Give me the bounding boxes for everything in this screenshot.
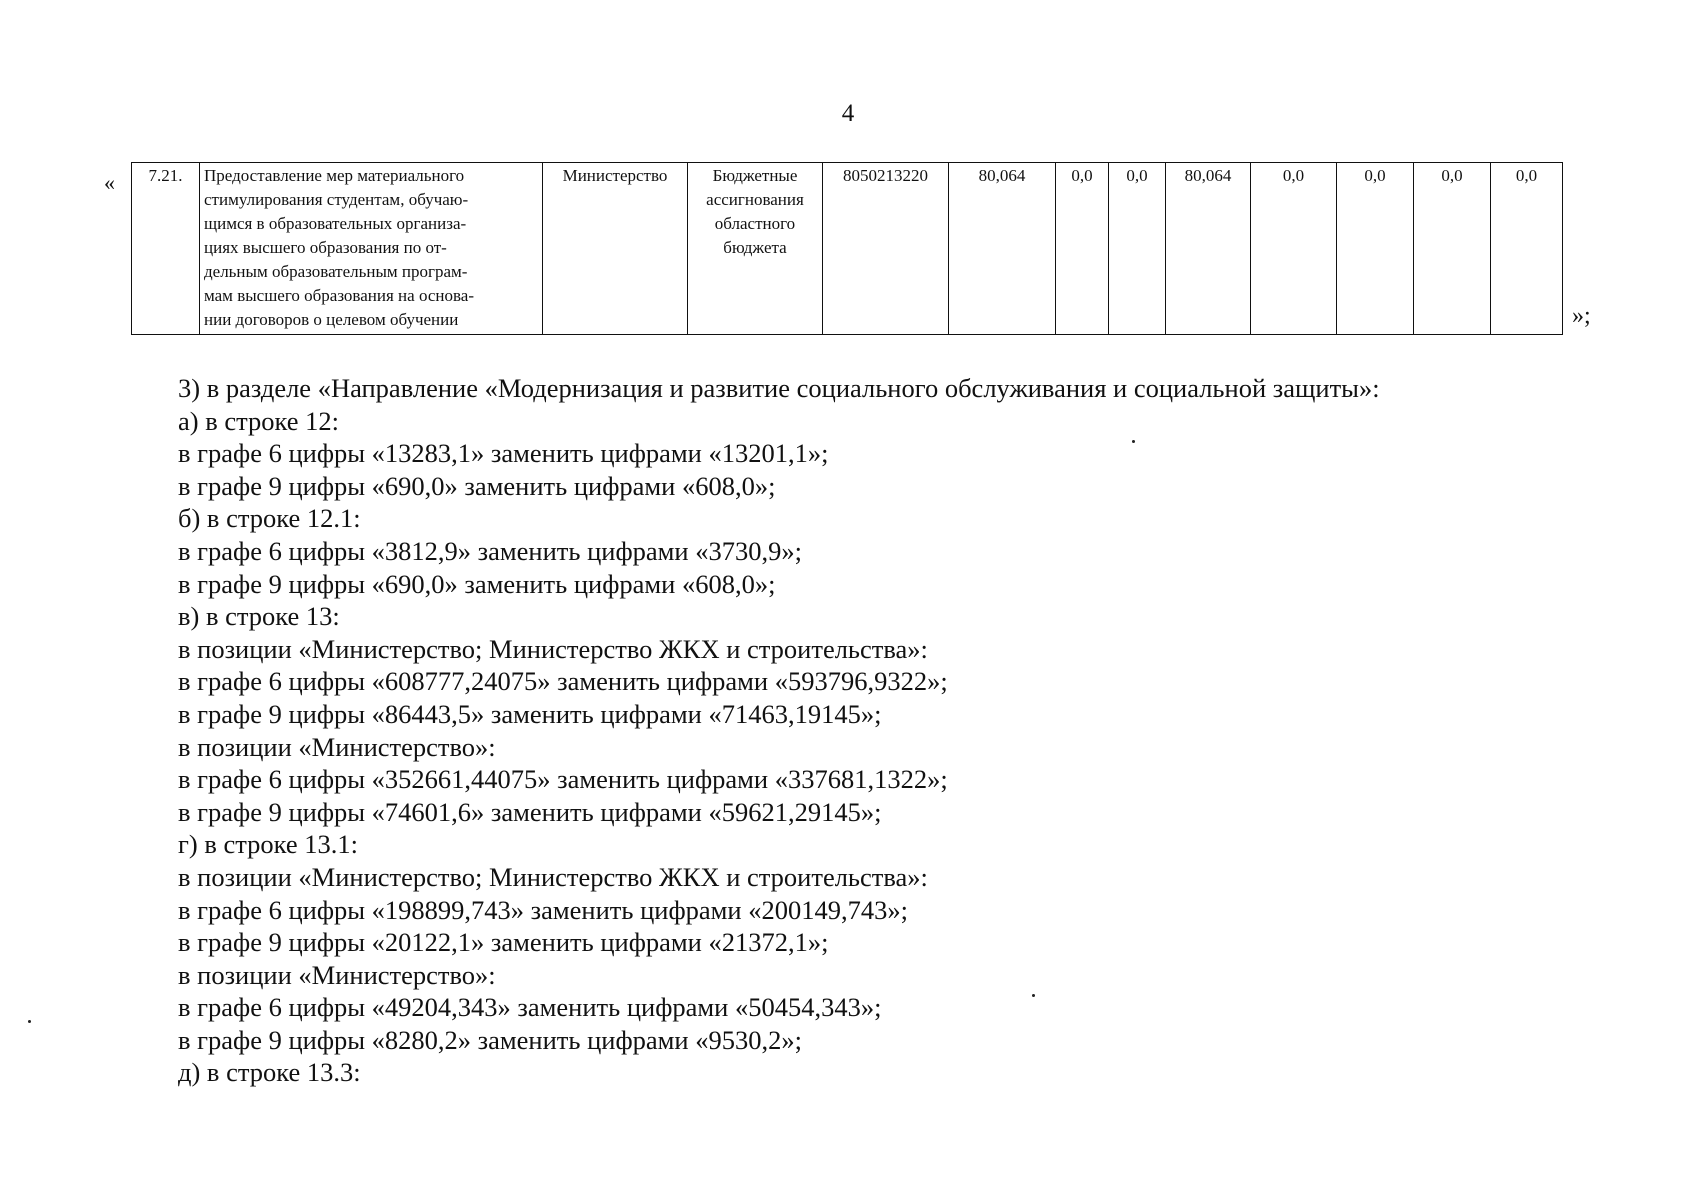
funding-source-line: областного (714, 214, 796, 233)
paragraph-line: в графе 9 цифры «20122,1» заменить цифрами «21372,1»; (178, 927, 829, 958)
paragraph-line: 3) в разделе «Направление «Модернизация и развитие социального обслуживания и социальной защиты»: (178, 373, 1380, 403)
paragraph-line: в позиции «Министерство»: (178, 731, 496, 762)
measure-name-line: дельным образовательным програм- (204, 262, 468, 281)
paragraph-line: д) в строке 13.3: (178, 1057, 361, 1088)
paragraph-line: в позиции «Министерство»: (178, 959, 496, 990)
scan-speck (1032, 994, 1035, 997)
measure-name-line: нии договоров о целевом обучении (204, 310, 459, 329)
paragraph-line: в графе 6 цифры «49204,343» заменить цифрами «50454,343»; (178, 992, 882, 1023)
measure-name-line: Предоставление мер материального (204, 166, 465, 185)
opening-quote: « (104, 170, 115, 195)
funding-source-line: ассигнования (706, 190, 804, 209)
measure-name-line: циях высшего образования по от- (204, 238, 447, 257)
value-cell: 0,0 (1109, 163, 1166, 335)
measure-name-line: мам высшего образования на основа- (204, 286, 475, 305)
value-cell: 80,064 (949, 163, 1056, 335)
value-cell: 80,064 (1166, 163, 1251, 335)
measure-name-cell (200, 163, 543, 335)
program-table-row (131, 162, 1563, 335)
value-cell: 0,0 (1414, 163, 1491, 335)
paragraph-line: б) в строке 12.1: (178, 503, 361, 534)
paragraph-line: в графе 6 цифры «3812,9» заменить цифрами «3730,9»; (178, 535, 802, 566)
paragraph-line: в графе 6 цифры «13283,1» заменить цифрами «13201,1»; (178, 438, 829, 469)
paragraph-line: в) в строке 13: (178, 601, 340, 632)
paragraph-line: в графе 6 цифры «352661,44075» заменить цифрами «337681,1322»; (178, 764, 948, 795)
paragraph-line: г) в строке 13.1: (178, 829, 358, 860)
paragraph-line: в графе 9 цифры «690,0» заменить цифрами «608,0»; (178, 470, 776, 501)
measure-name-line: щимся в образовательных организа- (204, 214, 467, 233)
funding-source-cell (688, 163, 823, 335)
paragraph-line: в графе 9 цифры «74601,6» заменить цифрами «59621,29145»; (178, 796, 882, 827)
paragraph-line: в позиции «Министерство; Министерство ЖКХ и строительства»: (178, 633, 928, 664)
value-cell: 0,0 (1056, 163, 1109, 335)
paragraph-line: в графе 9 цифры «8280,2» заменить цифрами «9530,2»; (178, 1024, 802, 1055)
scan-speck (28, 1020, 31, 1023)
closing-quote: »; (1572, 303, 1591, 329)
funding-source-line: Бюджетные (712, 166, 798, 185)
paragraph-line: в позиции «Министерство; Министерство ЖКХ и строительства»: (178, 861, 928, 892)
budget-code-cell: 8050213220 (823, 163, 949, 335)
value-cell: 0,0 (1337, 163, 1414, 335)
funding-source-line: бюджета (723, 238, 787, 257)
table-row (132, 163, 1563, 335)
paragraph-line: в графе 9 цифры «86443,5» заменить цифрами «71463,19145»; (178, 698, 882, 729)
paragraph-line: а) в строке 12: (178, 405, 339, 436)
page-number: 4 (841, 100, 855, 127)
paragraph-line: в графе 6 цифры «198899,743» заменить цифрами «200149,743»; (178, 894, 908, 925)
row-number-cell: 7.21. (132, 163, 200, 335)
amendment-text (178, 372, 1380, 1089)
paragraph-line: в графе 6 цифры «608777,24075» заменить цифрами «593796,9322»; (178, 666, 948, 697)
executor-cell: Министерство (543, 163, 688, 335)
scan-speck (1132, 440, 1135, 443)
value-cell: 0,0 (1251, 163, 1337, 335)
measure-name-line: стимулирования студентам, обучаю- (204, 190, 469, 209)
paragraph-line: в графе 9 цифры «690,0» заменить цифрами «608,0»; (178, 568, 776, 599)
value-cell: 0,0 (1491, 163, 1563, 335)
